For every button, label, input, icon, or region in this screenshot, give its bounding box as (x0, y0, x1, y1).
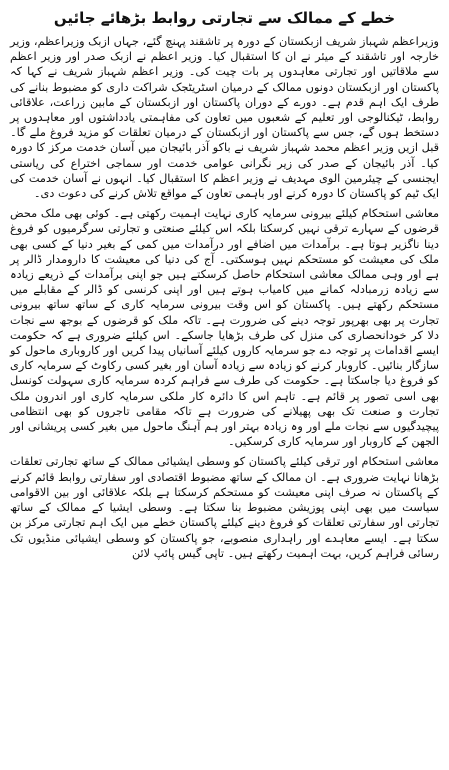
article-paragraph-1: وزیراعظم شہباز شریف ازبکستان کے دورہ پر تاشقند پہنچ گئے، جہاں ازبک وزیراعظم، وزیر خارجہ اور تاشقند کے میئر نے ان کا استقبال کیا۔ وزیر اعظم نے ازبک صدر اور وزیر اعظم سے ملاقاتیں اور تجارتی معاہدوں پر بات چیت کی۔ وزیر اعظم شہباز شریف نے کہا کہ پاکستان اور ازبکستان دونوں ممالک کے درمیان اسٹریٹجک شراکت داری کو مضبوط بنانے کی طرف ایک اہم قدم ہے۔ دورے کے دوران پاکستان اور ازبکستان کے مابین زراعت، علاقائی روابط، ٹیکنالوجی اور تعلیم کے شعبوں میں تعاون کی مفاہمتی یادداشتوں اور معاہدوں پر دستخط ہوں گے، جس سے پاکستان اور ازبکستان کے درمیان تعلقات کو مزید فروغ ملے گا۔ قبل ازیں وزیر اعظم محمد شہباز شریف نے باکو آذر بائیجان میں آسان خدمت مرکز کا دورہ کیا۔ آذر بائیجان کے صدر کی زیر نگرانی عوامی خدمت اور سماجی اختراع کی ریاستی ایجنسی کے چیئرمین الوی مہدیف نے وزیر اعظم کا استقبال کیا۔ انہوں نے آسان خدمت کی ایک ٹیم کو پاکستان کا دورہ کرنے اور باہمی تعاون کے مواقع تلاش کرنے کی دعوت دی۔ (10, 35, 439, 201)
article-title: خطے کے ممالک سے تجارتی روابط بڑھائے جائیں (53, 9, 396, 27)
article-paragraph-3: معاشی استحکام اور ترقی کیلئے پاکستان کو وسطی ایشیائی ممالک کے ساتھ تجارتی تعلقات بڑھانا نہایت ضروری ہے۔ ان ممالک کے ساتھ مضبوط اقتصادی اور سفارتی روابط قائم کرنے کے پاکستان نہ صرف اپنی معیشت کو مستحکم کرسکتا ہے بلکہ علاقائی اور بین الاقوامی سیاست میں بھی اپنی پوزیشن مضبوط بنا سکتا ہے۔ وسطی ایشیا کے ممالک کے ساتھ تجارتی اور سفارتی تعلقات کو فروغ دینے کیلئے پاکستان خطے میں ایک اہم تجارتی مرکز بن سکتا ہے۔ ایسے معاہدے اور راہداری منصوبے، جو پاکستان کو وسطی ایشیائی منڈیوں تک رسائی فراہم کریں، بہت اہمیت رکھتے ہیں۔ تاپی گیس پائپ لائن (10, 455, 439, 560)
article-paragraph-2: معاشی استحکام کیلئے بیرونی سرمایہ کاری نہایت اہمیت رکھتی ہے۔ کوئی بھی ملک محض قرضوں کے سہارے ترقی نہیں کرسکتا بلکہ اس کیلئے صنعتی و تجارتی سرگرمیوں کو فروغ دینا ناگزیر ہوتا ہے۔ برآمدات میں اضافے اور درآمدات میں کمی کے بغیر دنیا کے کسی بھی ملک کی معیشت کو مستحکم نہیں ہوسکتی۔ آج کی دنیا کی معیشت کا دارومدار ڈالر پر ہے اور وہی ممالک معاشی استحکام حاصل کرسکتے ہیں جو اپنی برآمدات کے ذریعے زیادہ سے زیادہ زرمبادلہ کمانے میں کامیاب ہوتے ہیں اور اپنی کرنسی کو ڈالر کے مقابلے میں مستحکم رکھتے ہیں۔ پاکستان کو اس وقت بیرونی سرمایہ کاری کے ساتھ ساتھ بیرونی تجارت پر بھی بھرپور توجہ دینے کی ضرورت ہے۔ تاکہ ملک کو قرضوں کے بوجھ سے نجات دلا کر خودانحصاری کی منزل کی طرف بڑھایا جاسکے۔ اس کیلئے ضروری ہے کہ حکومت ایسے اقدامات پر توجہ دے جو سرمایہ کاروں کیلئے آسانیاں پیدا کریں اور کاروباری ماحول کو سازگار بنائیں۔ کاروبار کرنے کو زیادہ سے زیادہ آسان اور بغیر کسی رکاوٹ کے سرمایہ کاری کو فروغ دیا جاسکتا ہے۔ حکومت کی طرف سے فراہم کردہ سرمایہ کاری سہولت کونسل بھی اسی تصور پر قائم ہے۔ تاہم اس کا دائرہ کار ملکی سرمایہ کاری اور اندرون ملک تجارت و صنعت تک بھی پھیلانے کی ضرورت ہے تاکہ مقامی تاجروں کو بھی انتظامی پیچیدگیوں سے نجات ملے اور وہ زیادہ بہتر اور ہم آہنگ ماحول میں بغیر کسی پریشانی اور الجھن کے کاروبار اور سرمایہ کاری کرسکیں۔ (10, 207, 439, 449)
